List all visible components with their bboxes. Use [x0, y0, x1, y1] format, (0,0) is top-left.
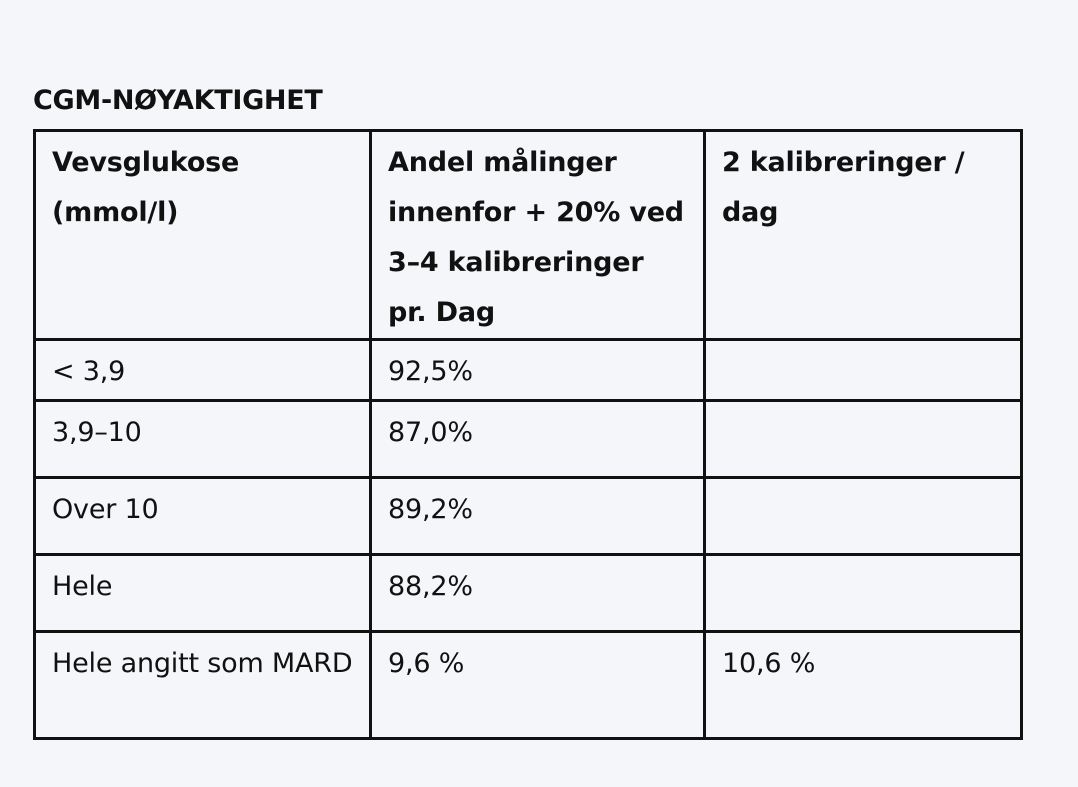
- table-row: [35, 555, 1022, 632]
- table-header-row: [35, 131, 1022, 340]
- accuracy-table: [33, 129, 1023, 740]
- cell-two-calibrations: [705, 401, 1022, 478]
- cell-two-calibrations: 10,6 %: [705, 632, 1022, 739]
- cell-share: 92,5%: [371, 340, 705, 401]
- cell-two-calibrations: [705, 555, 1022, 632]
- cell-range: Hele: [35, 555, 371, 632]
- cell-range: Over 10: [35, 478, 371, 555]
- header-share-within-20pct: Andel målinger innenfor + 20% ved 3–4 kalibreringer pr. Dag: [371, 131, 705, 340]
- cell-range: Hele angitt som MARD: [35, 632, 371, 739]
- table-row: [35, 401, 1022, 478]
- header-two-calibrations: 2 kalibreringer / dag: [705, 131, 1022, 340]
- table-row: [35, 632, 1022, 739]
- cell-range: 3,9–10: [35, 401, 371, 478]
- cell-share: 9,6 %: [371, 632, 705, 739]
- cell-share: 87,0%: [371, 401, 705, 478]
- table-row: [35, 478, 1022, 555]
- cell-two-calibrations: [705, 340, 1022, 401]
- page-title: CGM-NØYAKTIGHET: [33, 85, 323, 116]
- cell-share: 88,2%: [371, 555, 705, 632]
- cell-two-calibrations: [705, 478, 1022, 555]
- cell-share: 89,2%: [371, 478, 705, 555]
- table-row: [35, 340, 1022, 401]
- header-tissue-glucose: Vevsglukose (mmol/l): [35, 131, 371, 340]
- cell-range: < 3,9: [35, 340, 371, 401]
